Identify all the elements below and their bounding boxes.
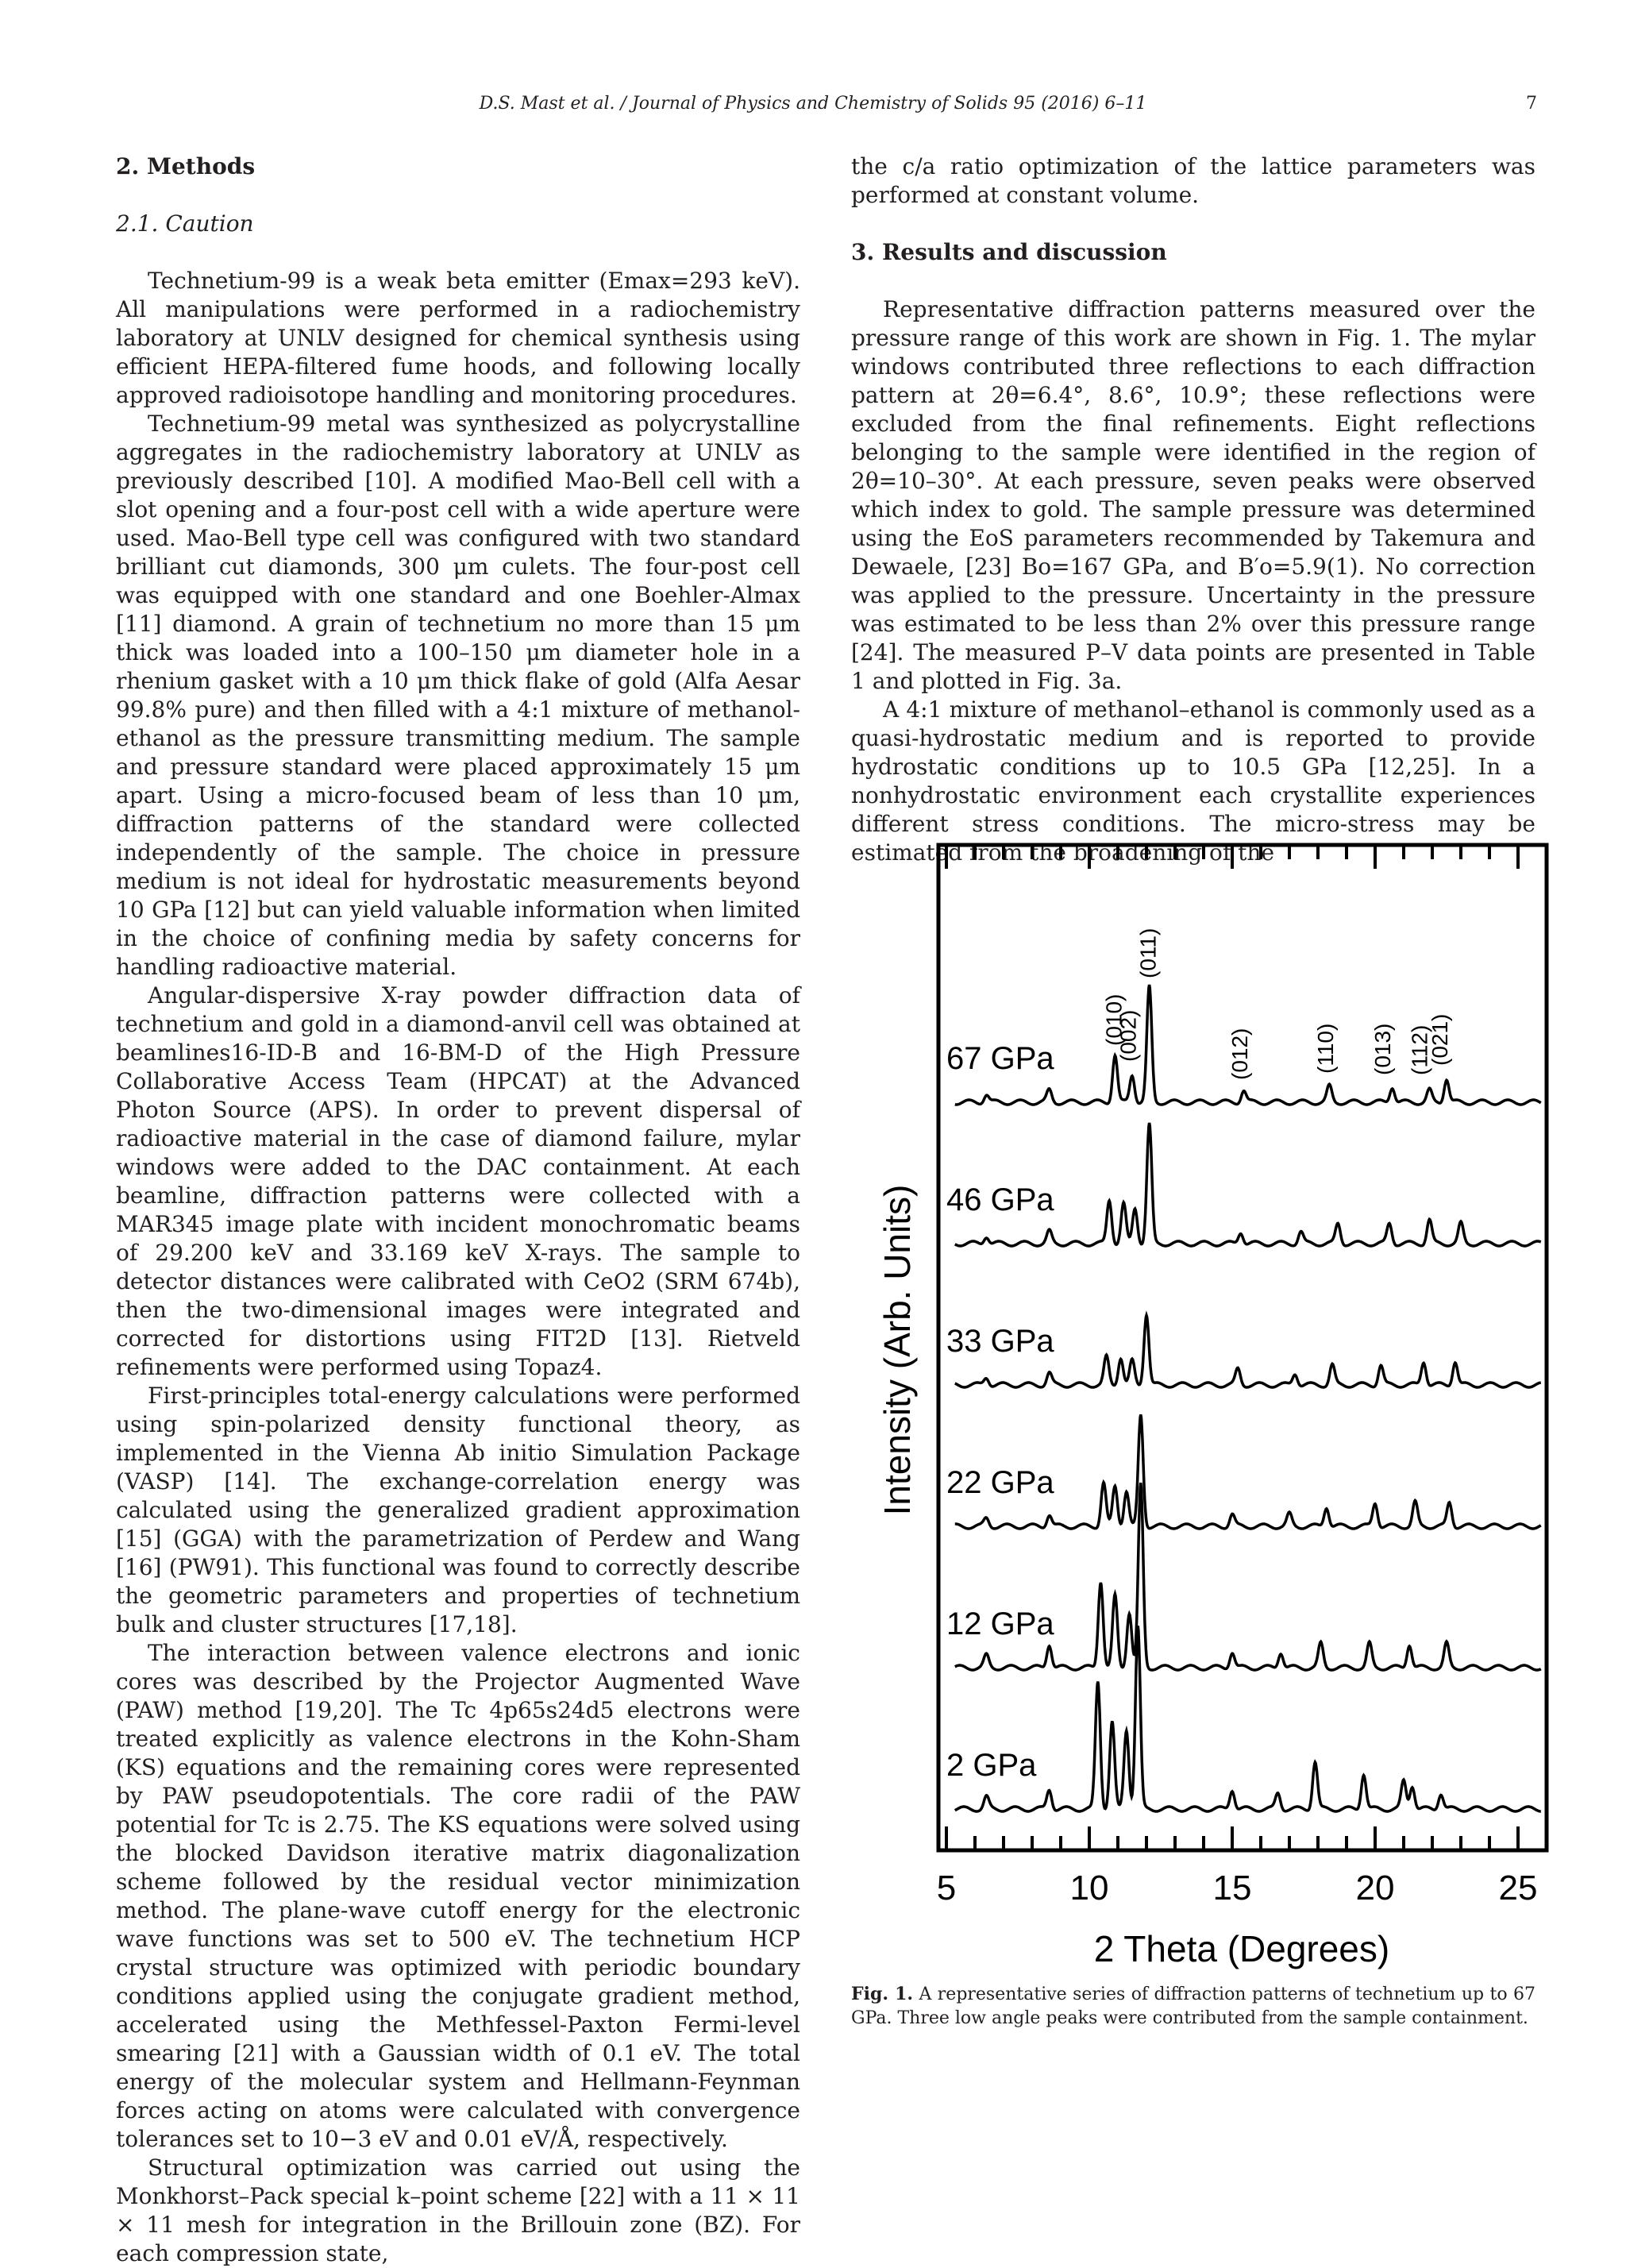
x-axis-label: 2 Theta (Degrees) — [1093, 1928, 1390, 1969]
x-tick-label: 25 — [1498, 1869, 1538, 1907]
right-column — [851, 152, 1535, 867]
hkl-label: (010) — [1101, 993, 1127, 1046]
x-tick-label: 10 — [1069, 1869, 1109, 1907]
hkl-label: (011) — [1135, 928, 1161, 978]
paragraph: First-principles total-energy calculations were performed using spin-polarized density functional theory, as implemented in the Vienna Ab initio Simulation Package (VASP) [14]. The exchange-correlation energy was calculated using the generalized gradient approximation [15] (GGA) with the parametrization of Perdew and Wang [16] (PW91). This functional was found to correctly describe the geometric parameters and properties of technetium bulk and cluster structures [17,18]. — [116, 1383, 800, 1637]
series-label: 33 GPa — [946, 1324, 1054, 1359]
series-label: 22 GPa — [946, 1465, 1054, 1500]
reflection-annotations — [1101, 928, 1451, 1080]
page-number: 7 — [1526, 94, 1537, 114]
paragraph: A 4:1 mixture of methanol–ethanol is commonly used as a quasi-hydrostatic medium and is reported to provide hydrostatic conditions up to 10.5 GPa [12,25]. In a nonhydrostatic environment each crystallite experiences different stress conditions. The micro-stress may be estimated from the broadening of the — [851, 696, 1535, 866]
series-label: 67 GPa — [946, 1041, 1054, 1076]
caption-text: A representative series of diffraction patterns of technetium up to 67 GPa. Three low angle peaks were contributed from the sample containment. — [851, 1984, 1535, 2028]
series-label: 46 GPa — [946, 1182, 1054, 1217]
x-tick-label: 20 — [1355, 1869, 1395, 1907]
series-label: 12 GPa — [946, 1606, 1054, 1641]
hkl-label: (002) — [1115, 1009, 1141, 1062]
series-line-2-gpa — [955, 1626, 1541, 1811]
x-tick-labels — [937, 1869, 1538, 1907]
section-title-results: 3. Results and discussion — [851, 239, 1167, 265]
x-tick-label: 5 — [936, 1869, 957, 1907]
series-line-12-gpa — [955, 1483, 1541, 1670]
x-tick-label: 15 — [1212, 1869, 1252, 1907]
figure-diffraction-patterns — [848, 834, 1562, 1977]
hkl-label: (112) — [1407, 1024, 1432, 1075]
paragraph: Structural optimization was carried out using the Monkhorst–Pack special k–point scheme [22] with a 11 × 11 × 11 mesh for integration in the Brillouin zone (BZ). For each compression state, — [116, 2154, 800, 2266]
caption-label: Fig. 1. — [851, 1984, 914, 2004]
paragraph: Angular-dispersive X-ray powder diffraction data of technetium and gold in a diamond-anvil cell was obtained at beamlines16-ID-B and 16-BM-D of the High Pressure Collaborative Access Team (HPCAT) at the Advanced Photon Source (APS). In order to prevent dispersal of radioactive material in the case of diamond failure, mylar windows were added to the DAC containment. At each beamline, diffraction patterns were collected with a MAR345 image plate with incident monochromatic beams of 29.200 keV and 33.169 keV X-rays. The sample to detector distances were calibrated with CeO2 (SRM 674b), then the two-dimensional images were integrated and corrected for distortions using FIT2D [13]. Rietveld refinements were performed using Topaz4. — [116, 982, 800, 1380]
left-column — [116, 152, 800, 2268]
paragraph-continuation: the c/a ratio optimization of the lattice parameters was performed at constant volume. — [851, 153, 1535, 208]
running-head: D.S. Mast et al. / Journal of Physics and Chemistry of Solids 95 (2016) 6–11 — [479, 94, 1147, 114]
hkl-label: (021) — [1427, 1013, 1452, 1066]
series-labels — [946, 1041, 1054, 1783]
subsection-title-caution: 2.1. Caution — [116, 210, 254, 237]
hkl-label: (012) — [1227, 1028, 1252, 1080]
y-axis-label: Intensity (Arb. Units) — [877, 1184, 918, 1516]
figure-caption — [851, 1982, 1535, 2031]
paragraph: Technetium-99 metal was synthesized as polycrystalline aggregates in the radiochemistry laboratory at UNLV as previously described [10]. A modified Mao-Bell cell with a slot opening and a four-post cell with a wide aperture were used. Mao-Bell type cell was configured with two standard brilliant cut diamonds, 300 μm culets. The four-post cell was equipped with one standard and one Boehler-Almax [11] diamond. A grain of technetium no more than 15 μm thick was loaded into a 100–150 μm diameter hole in a rhenium gasket with a 10 μm thick flake of gold (Alfa Aesar 99.8% pure) and then filled with a 4:1 mixture of methanol-ethanol as the pressure transmitting medium. The sample and pressure standard were placed approximately 15 μm apart. Using a micro-focused beam of less than 10 μm, diffraction patterns of the standard were collected independently of the sample. The choice in pressure medium is not ideal for hydrostatic measurements beyond 10 GPa [12] but can yield valuable information when limited in the choice of confining media by safety concerns for handling radioactive material. — [116, 411, 800, 980]
paragraph: Technetium-99 is a weak beta emitter (Emax=293 keV). All manipulations were performed in a radiochemistry laboratory at UNLV designed for chemical synthesis using efficient HEPA-filtered fume hoods, and following locally approved radioisotope handling and monitoring procedures. — [116, 268, 800, 408]
chart-svg — [848, 834, 1562, 1977]
paragraph: Representative diffraction patterns measured over the pressure range of this work are shown in Fig. 1. The mylar windows contributed three reflections to each diffraction pattern at 2θ=6.4°, 8.6°, 10.9°; these reflections were excluded from the final refinements. Eight reflections belonging to the sample were identified in the region of 2θ=10–30°. At each pressure, seven peaks were observed which index to gold. The sample pressure was determined using the EoS parameters recommended by Takemura and Dewaele, [23] Bo=167 GPa, and B′o=5.9(1). No correction was applied to the pressure. Uncertainty in the pressure was estimated to be less than 2% over this pressure range [24]. The measured P–V data points are presented in Table 1 and plotted in Fig. 3a. — [851, 296, 1535, 694]
section-title-methods: 2. Methods — [116, 153, 256, 179]
hkl-label: (110) — [1312, 1023, 1338, 1074]
series-traces — [955, 985, 1541, 1811]
hkl-label: (013) — [1370, 1023, 1395, 1075]
series-label: 2 GPa — [946, 1748, 1037, 1783]
paragraph: The interaction between valence electrons and ionic cores was described by the Projector Augmented Wave (PAW) method [19,20]. The Tc 4p65s24d5 electrons were treated explicitly as valence electrons in the Kohn-Sham (KS) equations and the remaining cores were represented by PAW pseudopotentials. The core radii of the PAW potential for Tc is 2.75. The KS equations were solved using the blocked Davidson iterative matrix diagonalization scheme followed by the residual vector minimization method. The plane-wave cutoff energy for the electronic wave functions was set to 500 eV. The technetium HCP crystal structure was optimized with periodic boundary conditions applied using the conjugate gradient method, accelerated using the Methfessel-Paxton Fermi-level smearing [21] with a Gaussian width of 0.1 eV. The total energy of the molecular system and Hellmann-Feynman forces acting on atoms were calculated with convergence tolerances set to 10−3 eV and 0.01 eV/Å, respectively. — [116, 1640, 800, 2152]
